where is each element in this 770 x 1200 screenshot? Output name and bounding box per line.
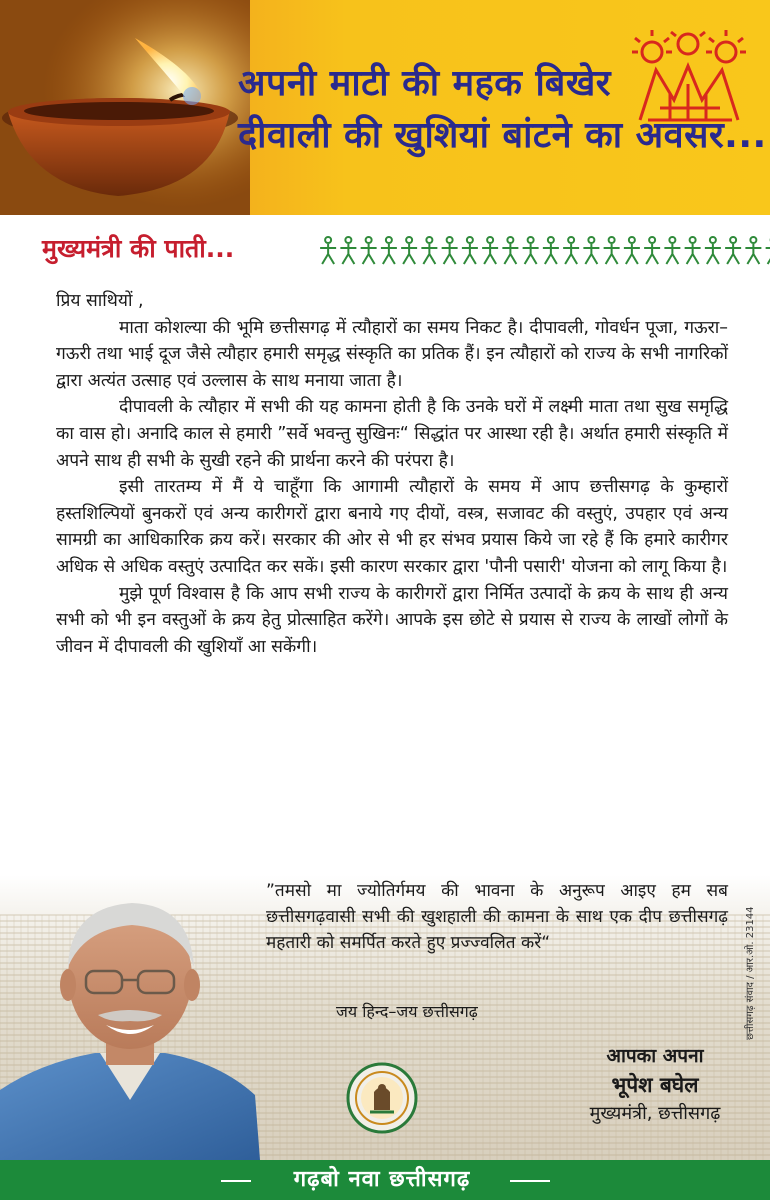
footer-slogan: गढ़बो नवा छत्तीसगढ़: [293, 1167, 471, 1192]
letter-header: [42, 232, 762, 272]
folk-dancers-border-icon: [318, 236, 770, 266]
letter-paragraph-3: इसी तारतम्य में मैं ये चाहूँगा कि आगामी त्यौहारों के समय में आप छत्तीसगढ़ के कुम्हारों हस्तशिल्पियों बुनकरों एवं अन्य कारीगरों द्वारा बनाये गए दीयों, वस्त्र, सजावट की वस्तुएं, उपहार एवं अन्य सामग्री का आधिकारिक क्रय करें। सरकार की ओर से भी हर संभव प्रयास किये जा रहे हैं कि हमारे कारीगर अधिक से अधिक वस्तुएं उत्पादित कर सकें। इसी कारण सरकार द्वारा 'पौनी पसारी' योजना को लागू किया है।: [56, 477, 728, 577]
tribal-art-icon: [630, 30, 750, 130]
letter-body: [56, 288, 728, 660]
signature-line1: आपका अपना: [606, 1045, 704, 1067]
letter-paragraph-2: दीपावली के त्यौहार में सभी की यह कामना होती है कि उनके घरों में लक्ष्मी माता तथा सुख समृद्धि का वास हो। अनादि काल से हमारी ”सर्वे भवन्तु सुखिनः“ सिद्धांत पर आस्था रही है। अर्थात हमारी संस्कृति में अपने साथ ही सभी के सुखी रहने की प्रार्थना करने की परंपरा है।: [56, 397, 728, 471]
footer-divider-right: [510, 1180, 550, 1182]
release-order-note: छत्तीसगढ़ संवाद / आर.ओ. 23144: [745, 906, 756, 1040]
footer-banner: [0, 1160, 770, 1200]
banner-title-line1: अपनी माटी की महक बिखेर: [238, 63, 612, 104]
signature-block: [560, 1042, 750, 1128]
chief-minister-portrait-image: [0, 885, 260, 1160]
diya-lamp-image: [0, 0, 250, 215]
cg-government-emblem-icon: [346, 1062, 418, 1134]
header-banner: [0, 0, 770, 215]
signature-name: भूपेश बघेल: [611, 1073, 699, 1097]
salutation: प्रिय साथियों ,: [56, 291, 144, 311]
jai-hind-slogan: जय हिन्द–जय छत्तीसगढ़: [336, 1002, 478, 1021]
closing-quote: ”तमसो मा ज्योतिर्गमय की भावना के अनुरूप आइए हम सब छत्तीसगढ़वासी सभी की खुशहाली की कामना के साथ एक दीप छत्तीसगढ़ महतारी को समर्पित करते हुए प्रज्ज्वलित करें“: [266, 881, 728, 953]
letter-paragraph-4: मुझे पूर्ण विश्वास है कि आप सभी राज्य के कारीगरों द्वारा निर्मित उत्पादों के क्रय के साथ ही अन्य सभी को भी इन वस्तुओं के क्रय हेतु प्रोत्साहित करेंगे। आपके इस छोटे से प्रयास से राज्य के लाखों लोगों के जीवन में दीपावली की खुशियाँ आ सकेंगी।: [56, 583, 728, 657]
letter-paragraph-1: माता कोशल्या की भूमि छत्तीसगढ़ में त्यौहारों का समय निकट है। दीपावली, गोवर्धन पूजा, गऊरा–गऊरी तथा भाई दूज जैसे त्यौहार हमारी समृद्ध संस्कृति का प्रतिक हैं। इन त्यौहारों को राज्य के सभी नागरिकों द्वारा अत्यंत उत्साह एवं उल्लास के साथ मनाया जाता है।: [56, 317, 728, 391]
footer-divider-left: [221, 1180, 251, 1182]
signature-designation: मुख्यमंत्री, छत्तीसगढ़: [589, 1103, 721, 1124]
banner-title-line2: दीवाली की खुशियां बांटने का अवसर...: [238, 115, 767, 156]
letter-title: मुख्यमंत्री की पाती...: [42, 234, 235, 263]
